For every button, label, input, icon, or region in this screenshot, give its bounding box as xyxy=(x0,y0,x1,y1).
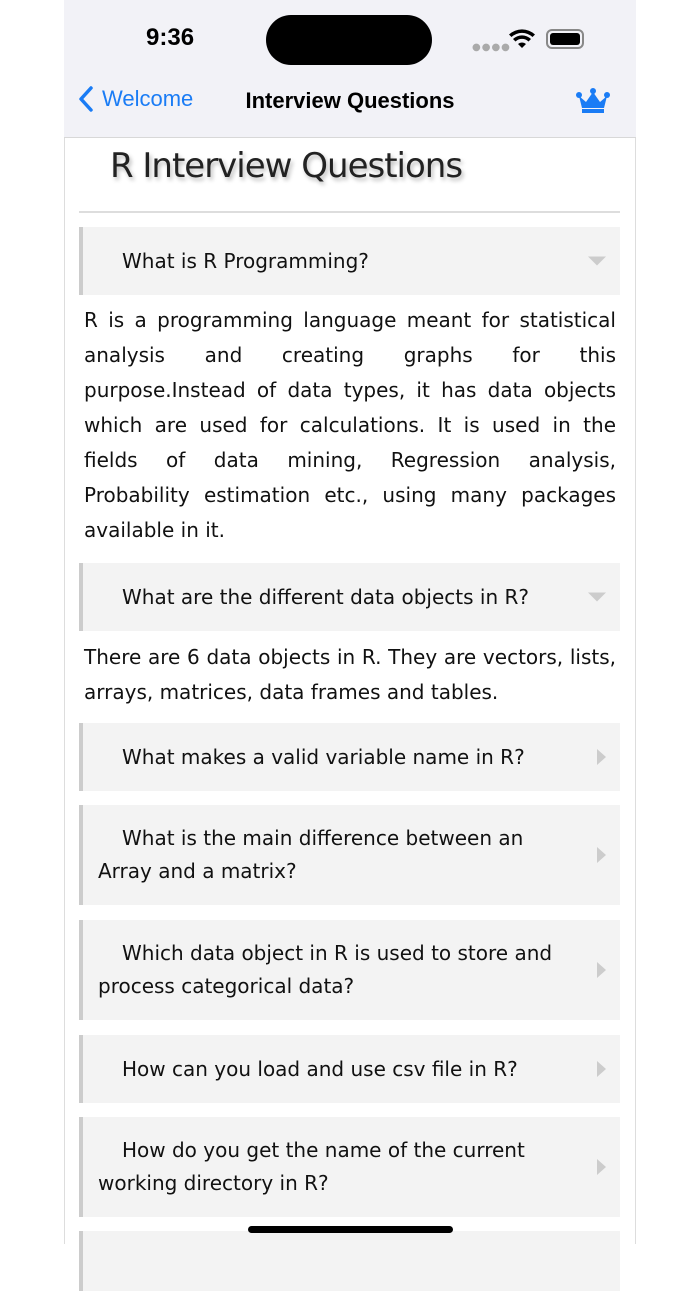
back-label: Welcome xyxy=(102,86,194,111)
dynamic-island xyxy=(266,15,432,65)
question-item[interactable] xyxy=(79,563,620,631)
question-text: What is R Programming? xyxy=(122,248,369,273)
home-indicator[interactable] xyxy=(248,1226,453,1233)
caret-right-icon xyxy=(597,1159,606,1175)
question-item[interactable] xyxy=(79,1117,620,1217)
question-text: What makes a valid variable name in R? xyxy=(122,744,525,769)
page-title: R Interview Questions xyxy=(109,146,463,186)
caret-down-icon xyxy=(588,257,606,266)
question-item[interactable] xyxy=(79,723,620,791)
status-time: 9:36 xyxy=(146,24,195,51)
question-item[interactable] xyxy=(79,805,620,905)
question-text: How can you load and use csv file in R? xyxy=(122,1056,518,1081)
question-text: Which data object in R is used to store and process categorical data? xyxy=(98,941,553,998)
wifi-icon xyxy=(508,28,536,50)
question-text: What are the different data objects in R? xyxy=(122,584,530,609)
question-item[interactable] xyxy=(79,1035,620,1103)
question-text: How do you get the name of the current working directory in R? xyxy=(98,1138,525,1195)
top-bar xyxy=(64,0,636,138)
answer-text: R is a programming language meant for statistical analysis and creating graphs for this purpose.Instead of data types, it has data objects which are used for calculations. It is used in the fields of data mining, Regression analysis, Probability estimation etc., using many packages available in it. xyxy=(84,308,616,542)
caret-right-icon xyxy=(597,847,606,863)
divider xyxy=(79,211,620,213)
question-item[interactable] xyxy=(79,920,620,1020)
question-item-partial[interactable] xyxy=(79,1231,620,1291)
caret-right-icon xyxy=(597,749,606,765)
question-item[interactable] xyxy=(79,227,620,295)
crown-icon[interactable] xyxy=(576,88,610,114)
signal-icon: ●●●● xyxy=(472,42,511,53)
caret-right-icon xyxy=(597,962,606,978)
answer-text: There are 6 data objects in R. They are vectors, lists, arrays, matrices, data frames and tables. xyxy=(84,645,616,704)
battery-icon xyxy=(546,29,584,49)
caret-right-icon xyxy=(597,1061,606,1077)
nav-title: Interview Questions xyxy=(245,88,455,113)
caret-down-icon xyxy=(588,593,606,602)
question-text: What is the main difference between an Array and a matrix? xyxy=(98,826,524,883)
